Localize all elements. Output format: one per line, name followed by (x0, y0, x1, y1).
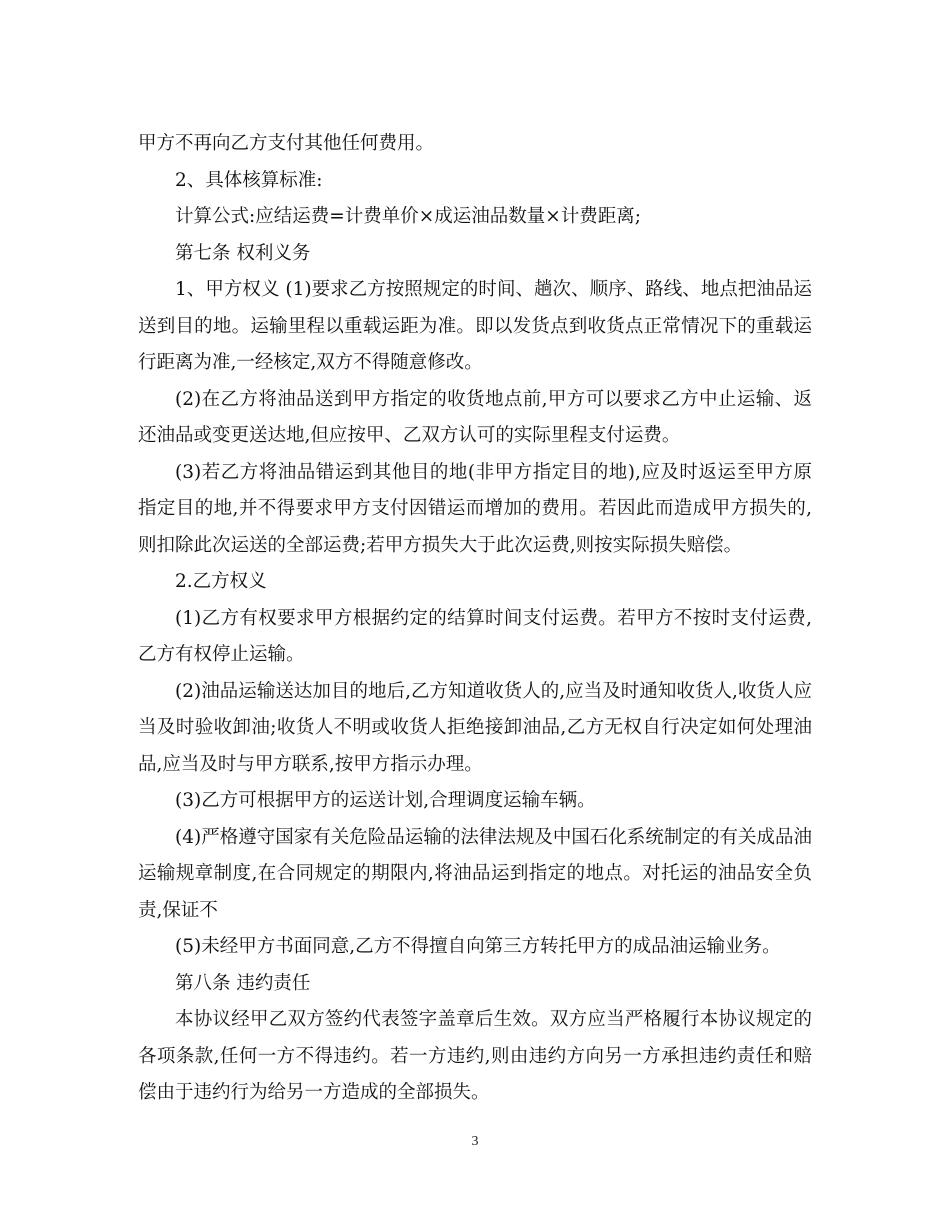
paragraph-party-a-rights-1: 1、甲方权义 (1)要求乙方按照规定的时间、趟次、顺序、路线、地点把油品运送到目的地。运输里程以重载运距为准。即以发货点到收货点正常情况下的重载运行距离为准,一经核定,双方不得随意修改。 (138, 279, 812, 373)
paragraph-breach-liability: 本协议经甲乙双方签约代表签字盖章后生效。双方应当严格履行本协议规定的各项条款,任何一方不得违约。若一方违约,则由违约方向另一方承担违约责任和赔偿由于违约行为给另一方造成的全部损失。 (138, 1009, 812, 1103)
paragraph-party-a-rights-2: (2)在乙方将油品送到甲方指定的收货地点前,甲方可以要求乙方中止运输、返还油品或变更送达地,但应按甲、乙双方认可的实际里程支付运费。 (138, 388, 812, 446)
paragraph-party-a-rights-3: (3)若乙方将油品错运到其他目的地(非甲方指定目的地),应及时返运至甲方原指定目的地,并不得要求甲方支付因错运而增加的费用。若因此而造成甲方损失的,则扣除此次运送的全部运费;若甲方损失大于此次运费,则按实际损失赔偿。 (138, 461, 812, 556)
subheading-party-b-rights: 2.乙方权义 (175, 571, 267, 592)
paragraph-party-b-rights-4: (4)严格遵守国家有关危险品运输的法律法规及中国石化系统制定的有关成品油运输规章制度,在合同规定的期限内,将油品运到指定的地点。对托运的油品安全负责,保证不 (138, 826, 812, 921)
page-number: 3 (471, 1134, 479, 1149)
section-heading-article-8: 第八条 违约责任 (175, 972, 311, 994)
paragraph-calculation-standard: 2、具体核算标准: (175, 169, 323, 191)
paragraph-party-b-rights-5: (5)未经甲方书面同意,乙方不得擅自向第三方转托甲方的成品油运输业务。 (175, 936, 781, 957)
paragraph-party-b-rights-3: (3)乙方可根据甲方的运送计划,合理调度运输车辆。 (175, 790, 596, 811)
paragraph-continuation: 甲方不再向乙方支付其他任何费用。 (138, 133, 435, 154)
paragraph-party-b-rights-1: (1)乙方有权要求甲方根据约定的结算时间支付运费。若甲方不按时支付运费,乙方有权停止运输。 (138, 607, 812, 665)
paragraph-party-b-rights-2: (2)油品运输送达加目的地后,乙方知道收货人的,应当及时通知收货人,收货人应当及时验收卸油;收货人不明或收货人拒绝接卸油品,乙方无权自行决定如何处理油品,应当及时与甲方联系,按甲方指示办理。 (138, 680, 812, 775)
paragraph-formula: 计算公式:应结运费=计费单价×成运油品数量×计费距离; (175, 206, 641, 227)
document-body (138, 126, 812, 1112)
section-heading-article-7: 第七条 权利义务 (175, 242, 311, 264)
